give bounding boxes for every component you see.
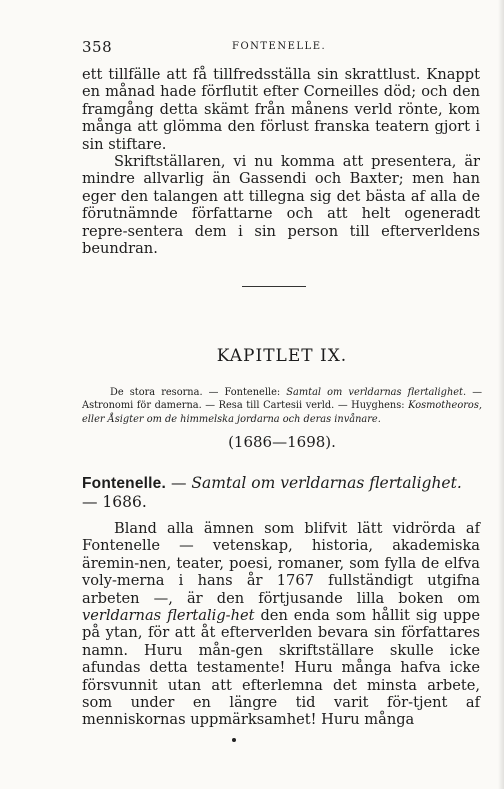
page-number: 358 [82, 38, 113, 56]
paragraph-body [82, 520, 480, 729]
section-heading [82, 474, 480, 512]
section-year: — 1686. [82, 493, 147, 511]
chapter-synopsis [82, 386, 482, 426]
page-edge-shadow [498, 0, 504, 789]
text-block-top [82, 66, 480, 257]
synopsis-line [82, 386, 482, 426]
section-dash: — [166, 474, 192, 492]
text-block-bottom [82, 520, 480, 729]
synopsis-work-title: Samtal om verldarnas flertalighet. [286, 387, 467, 398]
running-head: FONTENELLE. [232, 41, 327, 52]
paragraph-continuation: ett tillfälle att få tillfredsställa sin skrattlust. Knappt en månad hade förflutit efter Corneilles död; och den framgång detta skämt från månens verld rönte, kom många att glömma den förlust franska teatern gjort i sin stiftare. [82, 66, 480, 153]
synopsis-text: De stora resorna. — Fontenelle: [110, 387, 287, 398]
page-header [82, 38, 482, 58]
chapter-years: (1686—1698). [228, 433, 336, 451]
paragraph-text: Bland alla ämnen som blifvit lätt vidrörda af Fontenelle — vetenskap, historia, akademiska äremin-nen, teater, poesi, romaner, som fylla de elfva voly-merna i hans år 1767 fullständigt utgifna arbeten —, är den förtjusande lilla boken om [82, 520, 480, 607]
section-divider [242, 286, 306, 287]
synopsis-work-title: Kosmotheoros, eller Åsigter om de himmelska jordarna och deras invånare. [82, 400, 482, 425]
section-work-title: Samtal om verldarnas flertalighet. [191, 474, 462, 492]
paragraph-text: den enda som hållit sig uppe på ytan, för att åt efterverlden bevara sin författares namn. Huru mån-gen skriftställare skulle icke afundas detta testamente! Huru många hafva icke försvunnit utan att efterlemna det minsta arbete, som under en längre tid varit för-tjent af menniskornas uppmärksamhet! Huru många [82, 607, 480, 729]
print-mark [232, 738, 236, 742]
chapter-title: KAPITLET IX. [216, 346, 348, 366]
section-author: Fontenelle. [82, 475, 167, 492]
paragraph-work-title: verldarnas flertalig-het [82, 607, 255, 625]
synopsis-text: — Astronomi för damerna. — Resa till Cartesii verld. — Huyghens: [82, 387, 482, 412]
paragraph-introduction: Skriftställaren, vi nu komma att presentera, är mindre allvarlig än Gassendi och Baxter; men han eger den talangen att tillegna sig det bästa af alla de förutnämnde författarne och att helt ogeneradt repre-sentera dem i sin person till efterverldens beundran. [82, 153, 480, 258]
